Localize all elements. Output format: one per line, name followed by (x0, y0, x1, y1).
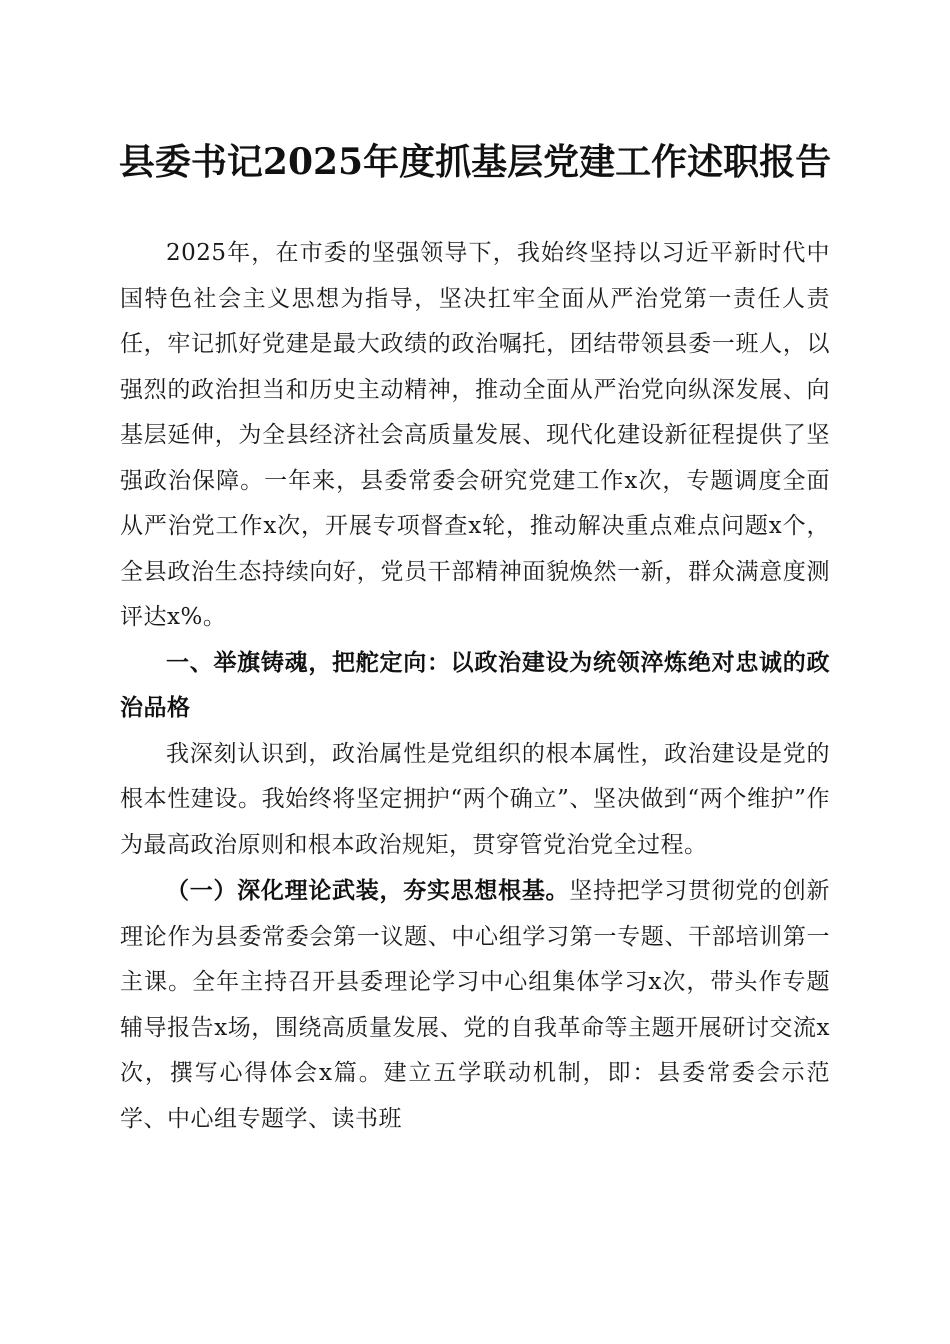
intro-paragraph: 2025年，在市委的坚强领导下，我始终坚持以习近平新时代中国特色社会主义思想为指导，坚决扛牢全面从严治党第一责任人责任，牢记抓好党建是最大政绩的政治嘱托，团结带领县委一班人，以强烈的政治担当和历史主动精神，推动全面从严治党向纵深发展、向基层延伸，为全县经济社会高质量发展、现代化建设新征程提供了坚强政治保障。一年来，县委常委会研究党建工作x次，专题调度全面从严治党工作x次，开展专项督查x轮，推动解决重点难点问题x个，全县政治生态持续向好，党员干部精神面貌焕然一新，群众满意度测评达x%。 (120, 240, 830, 630)
section-1-heading: 一、举旗铸魂，把舵定向：以政治建设为统领淬炼绝对忠诚的政治品格 (120, 649, 830, 721)
section-1-paragraph: 我深刻认识到，政治属性是党组织的根本属性，政治建设是党的根本性建设。我始终将坚定拥护“两个确立”、坚决做到“两个维护”作为最高政治原则和根本政治规矩，贯穿管党治党全过程。 (120, 740, 830, 858)
document-body (120, 231, 830, 1142)
subsection-1-paragraph (120, 868, 830, 1142)
document-title: 县委书记2025年度抓基层党建工作述职报告 (118, 141, 832, 183)
subsection-1-lead: （一）深化理论武装，夯实思想根基。 (166, 877, 570, 904)
subsection-1-text: 坚持把学习贯彻党的创新理论作为县委常委会第一议题、中心组学习第一专题、干部培训第一主课。全年主持召开县委理论学习中心组集体学习x次，带头作专题辅导报告x场，围绕高质量发展、党的自我革命等主题开展研讨交流x次，撰写心得体会x篇。建立五学联动机制，即：县委常委会示范学、中心组专题学、读书班 (120, 878, 831, 1132)
